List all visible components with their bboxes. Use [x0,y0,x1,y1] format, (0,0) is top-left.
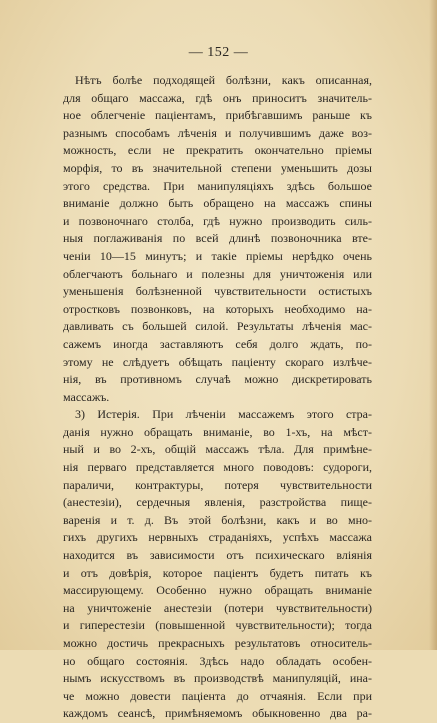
text-line: облегчаютъ больнаго и полезны для уничтоженія или [63,266,372,281]
text-line: и позвоночнаго столба, гдѣ нужно производить силь- [63,213,372,228]
body-text [63,72,372,723]
text-line: сажемъ иногда заставляютъ себя долго ждать, по- [63,336,372,351]
text-line: но общаго состоянія. Здѣсь надо обладать особен- [63,653,372,668]
text-line: нія перваго представляется много поводовъ: судороги, [63,460,372,475]
text-line: этому не слѣдуетъ обѣщать паціенту скораго излѣче- [63,354,372,369]
text-line: нымъ искусствомъ въ производствѣ манипуляцій, ина- [63,671,372,686]
page-number: — 152 — [188,45,249,60]
text-line: каждомъ сеансѣ, примѣняемомъ обыкновенно два ра- [63,706,372,721]
text-line: параличи, контрактуры, потеря чувствительности [63,477,372,492]
text-line: можность, если не прекратить окончательно пріемы [63,143,372,158]
text-line: и отъ довѣрія, которое паціентъ будетъ питать къ [63,565,372,580]
text-line: че можно довести паціента до отчаянія. Если при [63,688,372,703]
text-line: давливать съ большей силой. Результаты лѣченія мас- [63,319,372,334]
text-line: отростковъ позвонковъ, на которыхъ необходимо на- [63,301,372,316]
text-line: ный и во 2-хъ, общій массажъ тѣла. Для примѣне- [63,442,372,457]
text-line: 3) Истерія. При лѣченіи массажемъ этого стра- [75,407,372,422]
text-line: нія, въ противномъ случаѣ можно дискретировать [63,372,372,387]
text-line: варенія и т. д. Въ этой болѣзни, какъ и во мно- [63,512,372,527]
text-line: для общаго массажа, гдѣ онъ приноситъ значитель- [63,90,372,105]
text-line: Нѣтъ болѣе подходящей болѣзни, какъ описанная, [75,73,372,87]
text-line: ченіи 10—15 минутъ; и такіе пріемы нерѣдко очень [63,248,372,263]
text-line: уменьшенія болѣзненной чувствительности остистыхъ [63,284,372,299]
text-line: вниманіе должно быть обращено на массажъ спины [63,196,372,211]
text-line: морфія, то въ значительной степени уменьшить дозы [63,160,372,175]
text-line: данія нужно обращать вниманіе, во 1-хъ, на мѣст- [63,424,372,439]
text-line: разнымъ способамъ лѣченія и получившимъ даже воз- [63,125,372,140]
text-line: на уничтоженіе анестезіи (потери чувствительности) [63,600,372,615]
text-line: гихъ другихъ нервныхъ страданіяхъ, успѣхъ массажа [63,530,372,545]
text-line: и гиперестезіи (повышенной чувствительности); тогда [63,618,372,633]
text-line: ное облегченіе паціентамъ, прибѣгавшимъ раньше къ [63,108,372,123]
text-line: можно достичь прекрасныхъ результатовъ относитель- [63,636,372,650]
page-edge-shadow [429,0,437,650]
text-line: этого средства. При манипуляціяхъ здѣсь большое [63,178,372,193]
text-line: ныя поглаживанія по всей длинѣ позвоночника вте- [63,231,372,246]
text-line: (анестезіи), сердечныя явленія, разстройства пище- [63,495,372,510]
text-line: массирующему. Особенно нужно обращать вниманіе [63,583,372,598]
text-line: массажъ. [63,389,110,404]
text-line: находится въ зависимости отъ психическаго вліянія [63,548,372,563]
